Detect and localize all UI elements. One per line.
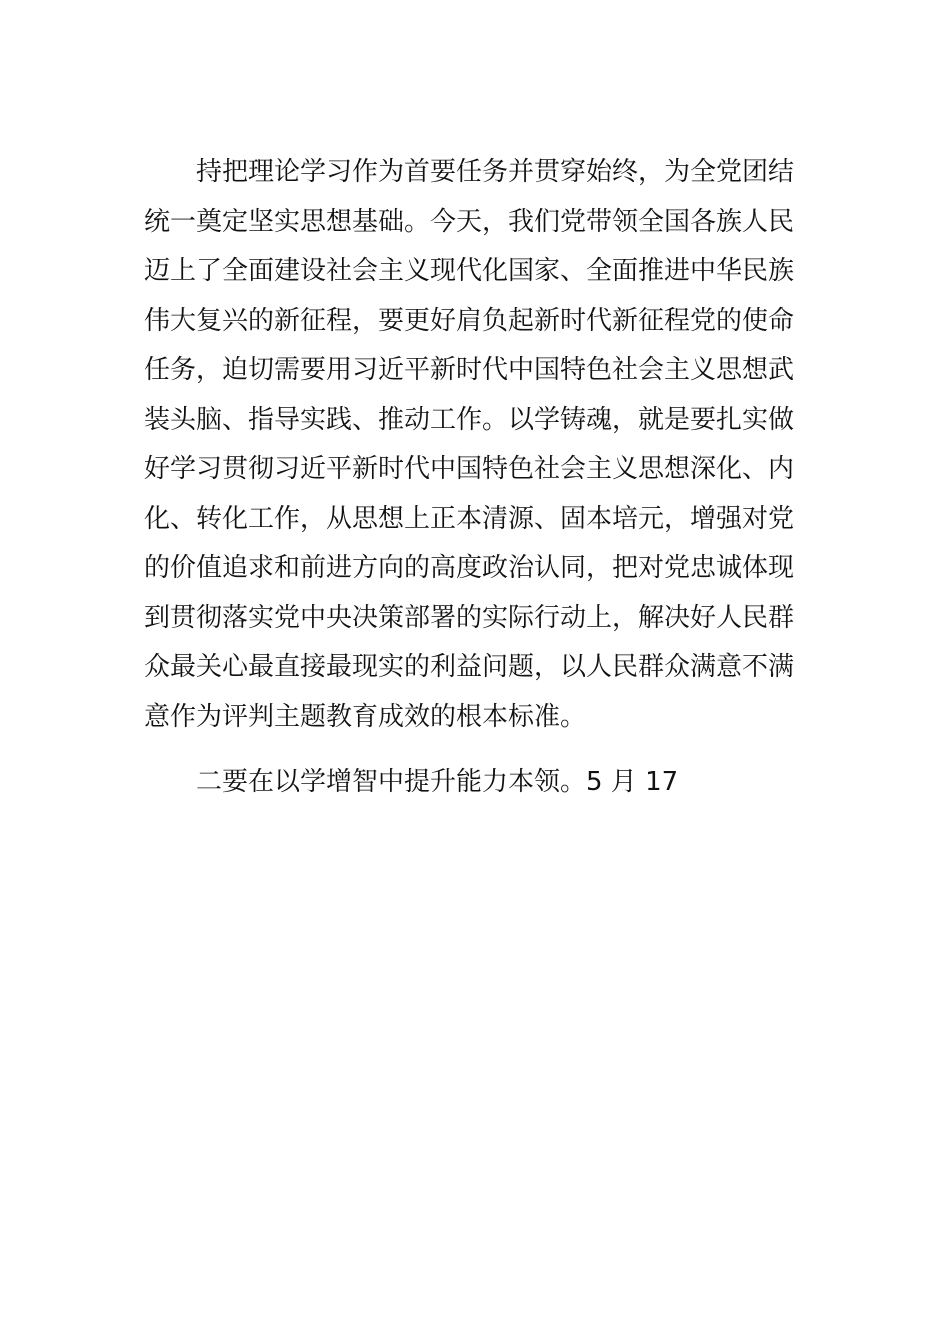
text-line: 任务，迫切需要用习近平新时代中国特色社会主义思想武: [144, 355, 795, 385]
paragraph-spacer: [144, 742, 784, 758]
text-line: 装头脑、指导实践、推动工作。以学铸魂，就是要扎实做: [144, 404, 795, 435]
document-body: [144, 148, 795, 808]
paragraph-2: [144, 758, 784, 808]
text-line: 到贯彻落实党中央决策部署的实际行动上，解决好人民群: [144, 602, 795, 633]
text-line: 持把理论学习作为首要任务并贯穿始终，为全党团结: [196, 157, 795, 187]
text-line: 化、转化工作，从思想上正本清源、固本培元，增强对党: [144, 503, 795, 534]
paragraph-1: [144, 148, 795, 742]
text-line: 意作为评判主题教育成效的根本标准。: [144, 701, 587, 732]
text-line: 统一奠定坚实思想基础。今天，我们党带领全国各族人民: [144, 206, 795, 237]
text-line: 迈上了全面建设社会主义现代化国家、全面推进中华民族: [144, 256, 795, 286]
text-line: 二要在以学增智中提升能力本领。5 月 17: [196, 767, 679, 797]
text-line: 众最关心最直接最现实的利益问题，以人民群众满意不满: [144, 652, 795, 682]
text-line: 伟大复兴的新征程，要更好肩负起新时代新征程党的使命: [144, 305, 795, 336]
text-line: 好学习贯彻习近平新时代中国特色社会主义思想深化、内: [144, 454, 795, 484]
text-line: 的价值追求和前进方向的高度政治认同，把对党忠诚体现: [144, 553, 795, 583]
